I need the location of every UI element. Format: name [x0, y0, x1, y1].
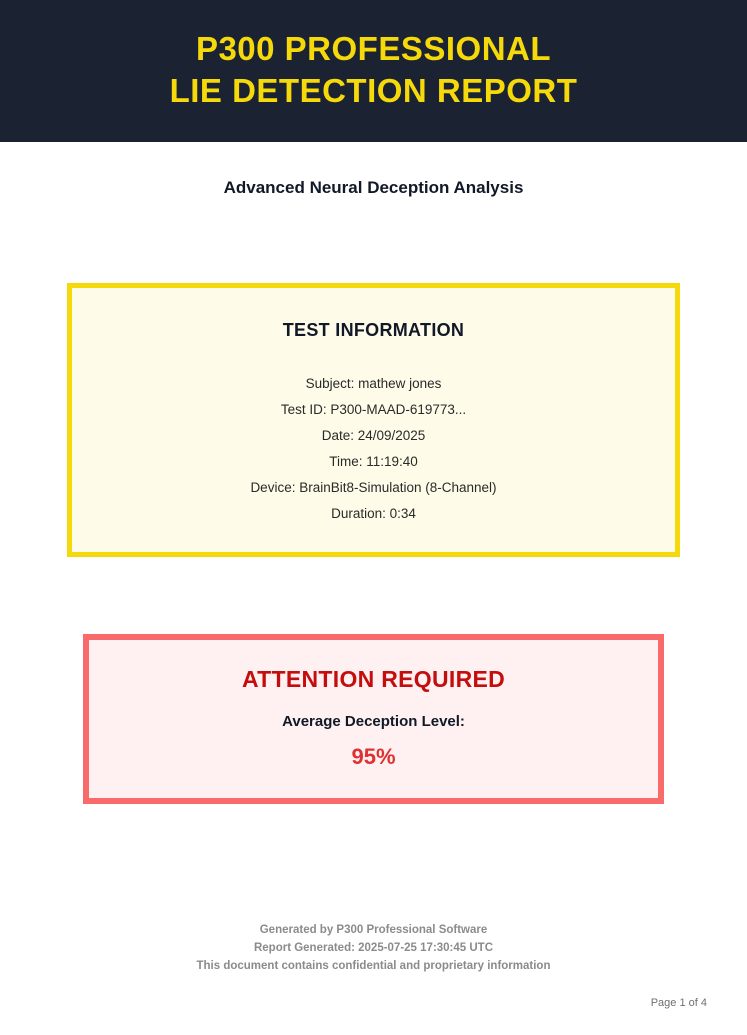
- average-deception-level-value: 95%: [351, 744, 396, 769]
- test-information-date: Date: 24/09/2025: [321, 427, 426, 443]
- attention-required-title: ATTENTION REQUIRED: [241, 666, 506, 692]
- footer-generated-by: Generated by P300 Professional Software: [259, 924, 488, 936]
- page-number: Page 1 of 4: [650, 997, 707, 1009]
- report-header-banner: [0, 0, 747, 142]
- report-footer: [0, 922, 747, 975]
- footer-generated-timestamp: Report Generated: 2025-07-25 17:30:45 UTC: [253, 941, 494, 954]
- test-information-title: TEST INFORMATION: [282, 320, 465, 340]
- test-information-subject: Subject: mathew jones: [305, 376, 442, 391]
- report-subtitle: Advanced Neural Deception Analysis: [223, 178, 524, 198]
- average-deception-level-label: Average Deception Level:: [282, 713, 465, 730]
- test-information-duration: Duration: 0:34: [331, 505, 416, 521]
- test-information-box: [67, 283, 680, 557]
- report-title-line-2: LIE DETECTION REPORT: [169, 72, 578, 110]
- footer-confidentiality-notice: This document contains confidential and proprietary information: [196, 959, 551, 972]
- test-information-test-id: Test ID: P300-MAAD-619773...: [280, 401, 467, 417]
- attention-required-box: [83, 634, 664, 804]
- report-title-line-1: P300 PROFESSIONAL: [195, 30, 552, 67]
- test-information-device: Device: BrainBit8-Simulation (8-Channel): [250, 479, 497, 495]
- test-information-time: Time: 11:19:40: [329, 453, 418, 469]
